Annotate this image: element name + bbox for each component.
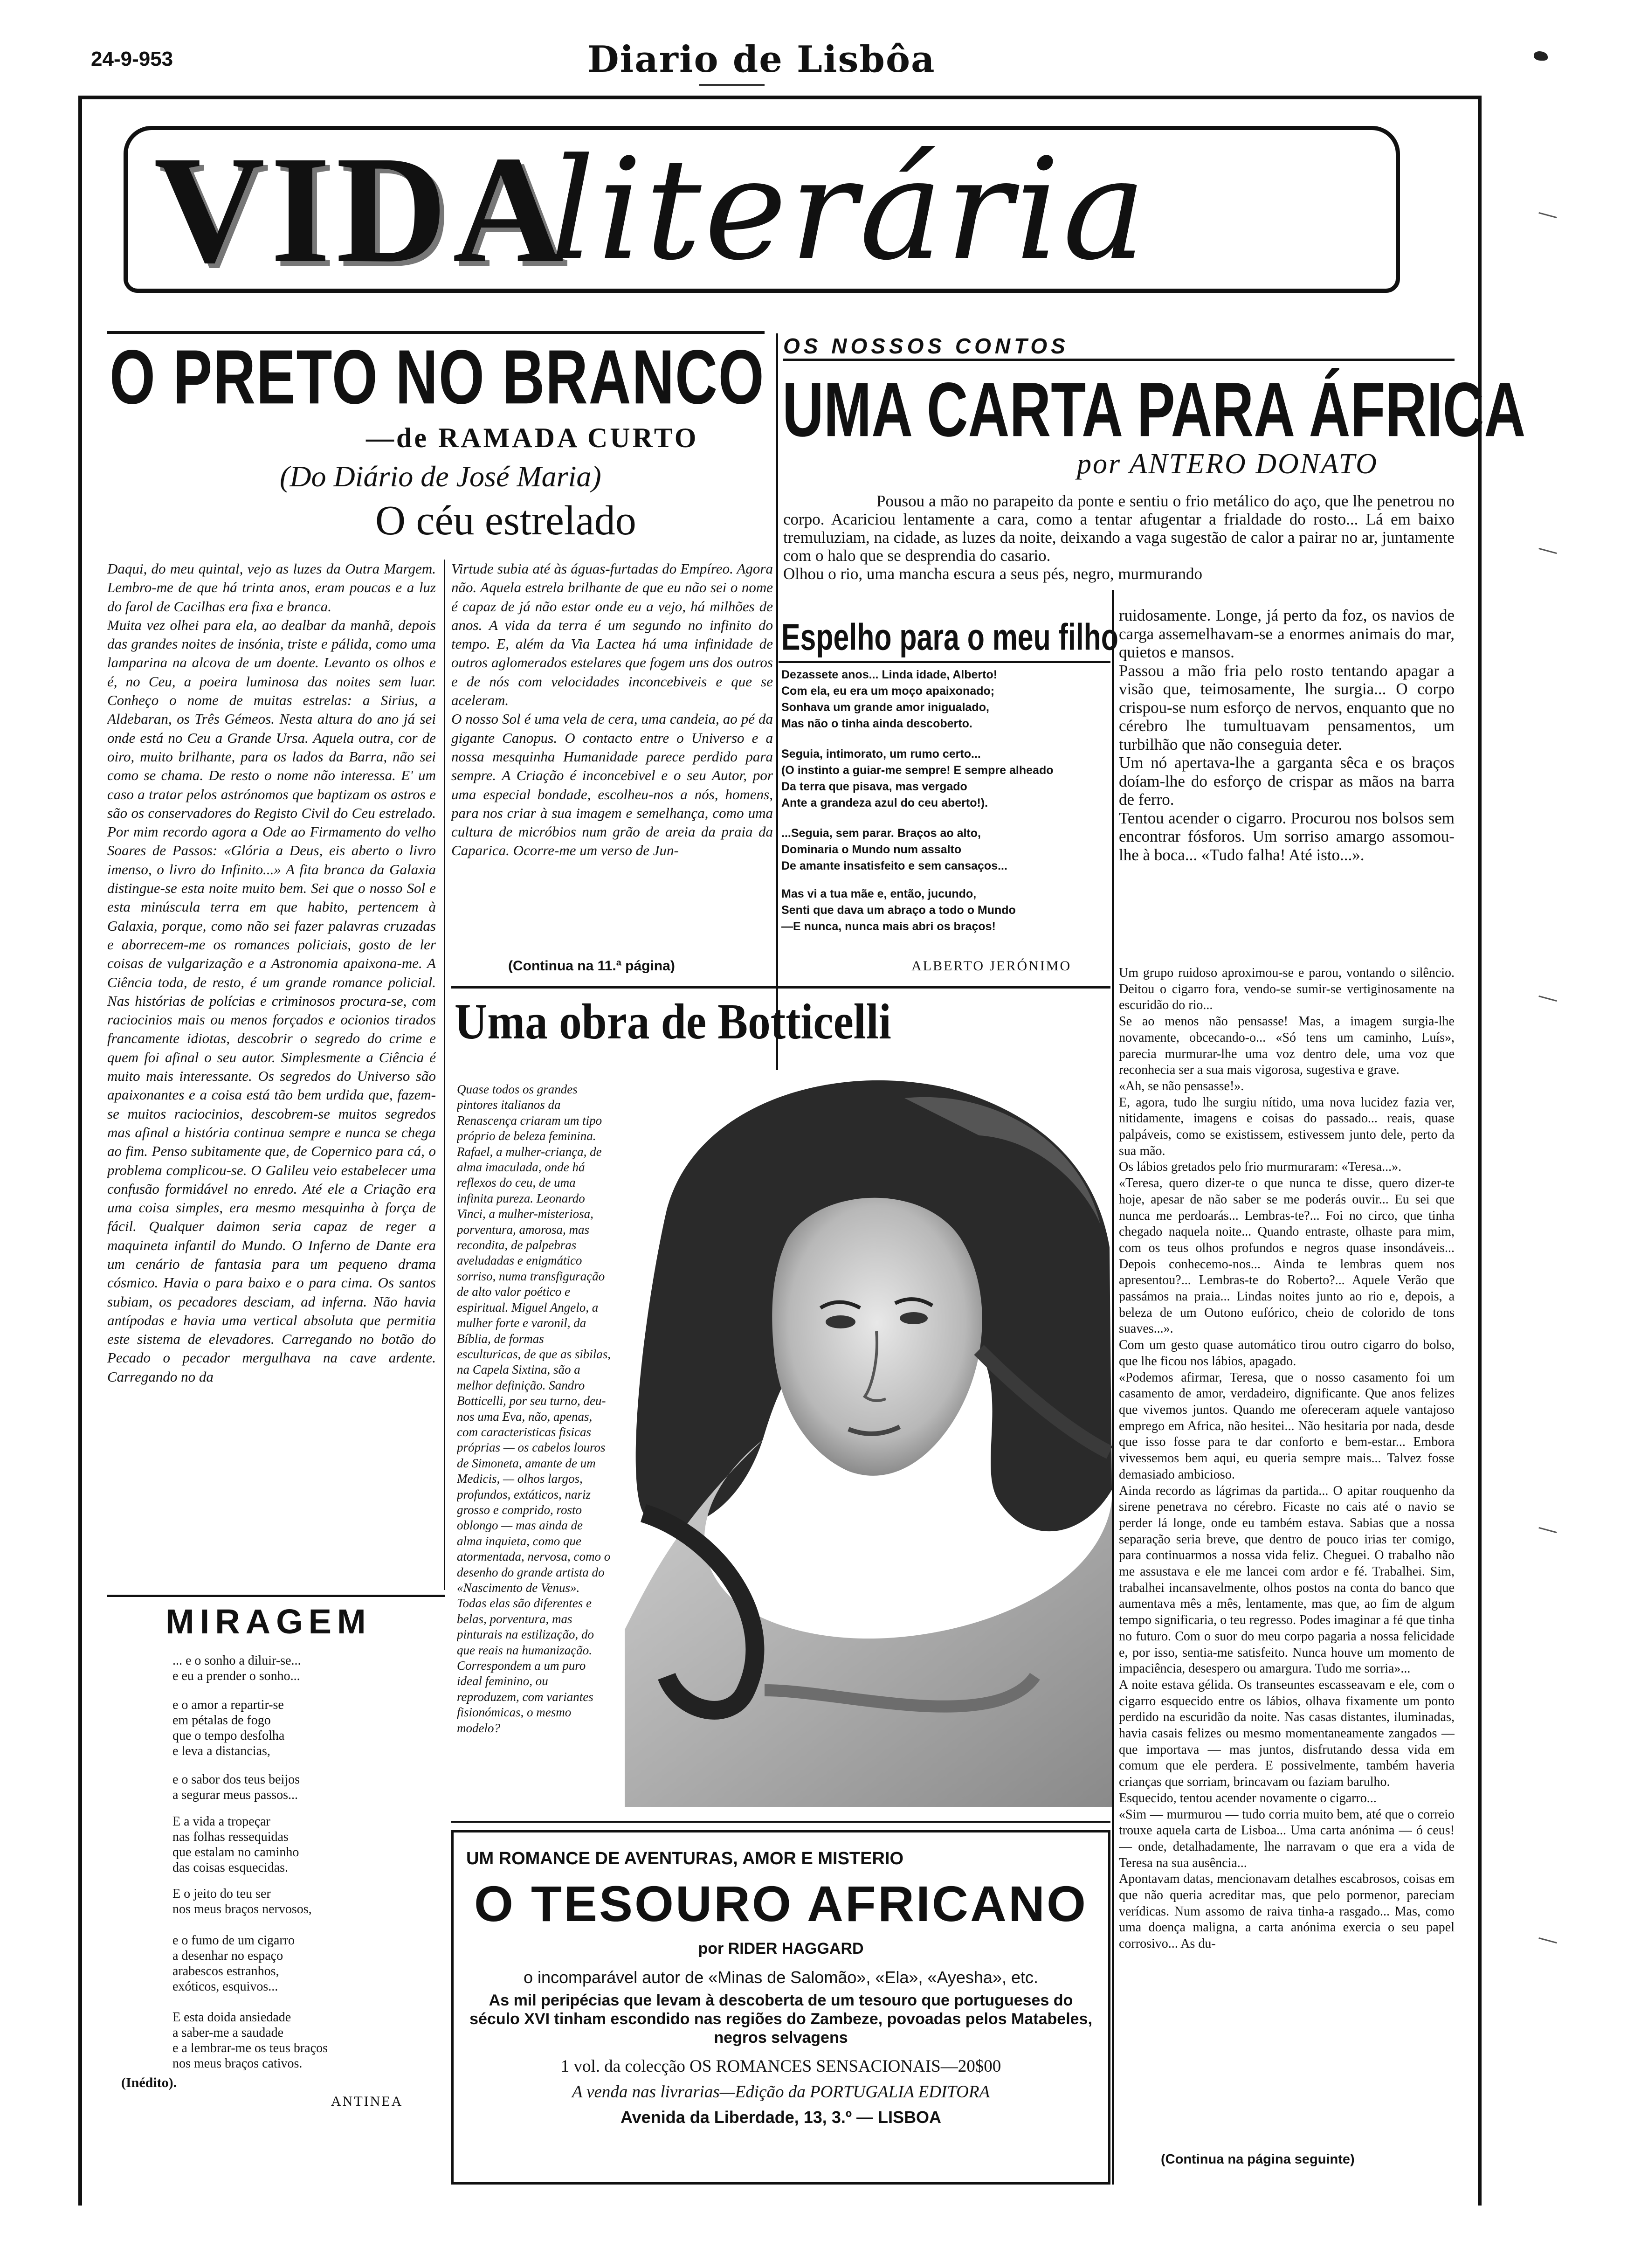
botticelli-title: Uma obra de Botticelli bbox=[455, 994, 891, 1050]
miragem-stanza-3: e o sabor dos teus beijos a segurar meus passos... bbox=[172, 1772, 300, 1802]
espelho-title: Espelho para o meu filho bbox=[781, 616, 1118, 658]
ad-line-5: 1 vol. da colecção OS ROMANCES SENSACIONAIS—20$00 bbox=[560, 2057, 1001, 2076]
miragem-note: (Inédito). bbox=[121, 2075, 177, 2090]
issue-date: 24-9-953 bbox=[91, 48, 173, 70]
preto-column-1: Daqui, do meu quintal, vejo as luzes da Outra Margem. Lembro-me de que há trinta anos, eram poucas e a luz do farol de Cacilhas era fixa e branca. Muita vez olhei para ela, ao dealbar da manhã, depois das grandes noites de insónia, triste e pálida, como uma lamparina na alcova de um doente. Levanto os olhos e é, no Ceu, a poeira luminosa das noites sem luar. Conheço o nome de muitas estrelas: a Sirius, a Aldebaran, os Três Gémeos. Nesta altura do ano já sei onde está no Ceu a Grande Ursa. Aquela outra, cor de oiro, muito brilhante, para os lados da Barra, não sei como se chama. De resto o nome não interessa. E' um caso a tratar pelos astrónomos que baptizam os astros e são os conservadores do Registo Civil do Ceu estrelado. Por mim recordo agora a Ode ao Firmamento do velho Soares de Passos: «Glória a Deus, eis aberto o livro imenso, o livro do Infinito...» A fita branca da Galaxia distingue-se esta noite muito bem. Sei que o nosso Sol e esta minúscula terra em que habito, pertencem à Galaxia, porque, como não sei fazer palavras cruzadas e aborrecem-me os romances policiais, gosto de ler coisas de vulgarização e a Astronomia apaixona-me. A Ciência toda, de resto, é um grande romance policial. Nas histórias de polícias e criminosos procura-se, com raciocinios mais ou menos forçados e ocionios tirados francamente idiotas, descobrir o segredo do crime e quem foi afinal o seu autor. Simplesmente a Ciência é muito mais interessante. Os segredos do Universo são apaixonantes e a coisa está tão bem urdida que, fazem-se muitos raciocinios, descobrem-se muitos segredos mas afinal a história continua sempre e nunca se chega ao fim. Penso subitamente que, de Copernico para cá, o problema complicou-se. O Galileu veio estabelecer uma confusão formidável no enredo. Até ele a Criação era uma coisa simples, era mesmo mesquinha à força de fácil. Qualquer daimon seria capaz de reger a maquineta infantil do Mundo. O Inferno de Dante era um cenário de fantasia para um pequeno drama cósmico. Havia o para baixo e o para cima. Os santos subiam, os pecadores desciam, ad inferna. Não havia antípodas e havia uma vertical absoluta que permitia este sistema de elevadores. Carregando no botão do Pecado o pecador mergulhava na cave ardente. Carregando no da bbox=[107, 560, 436, 1385]
ad-line-6: A venda nas livrarias—Edição da PORTUGALIA EDITORA bbox=[572, 2082, 990, 2102]
contos-byline: por ANTERO DONATO bbox=[1077, 448, 1378, 480]
espelho-stanza-3: ...Seguia, sem parar. Braços ao alto, Dominaria o Mundo num assalto De amante insatisfeito e sem cansaços... bbox=[781, 827, 1007, 872]
miragem-top-rule bbox=[107, 1595, 445, 1597]
miragem-stanza-6: e o fumo de um cigarro a desenhar no espaço arabescos estranhos, exóticos, esquivos... bbox=[172, 1933, 295, 1994]
margin-tick bbox=[1538, 212, 1557, 218]
miragem-stanza-7: E esta doida ansiedade a saber-me a saudade e a lembrar-me os teus braços nos meus braços cativos. bbox=[172, 2010, 328, 2071]
ad-line-1: UM ROMANCE DE AVENTURAS, AMOR E MISTERIO bbox=[466, 1849, 904, 1868]
margin-tick bbox=[1538, 996, 1557, 1002]
botticelli-bottom-rule bbox=[451, 1821, 1110, 1823]
preto-inner-divider bbox=[444, 560, 445, 1590]
preto-title: O PRETO NO BRANCO bbox=[110, 333, 765, 420]
miragem-stanza-2: e o amor a repartir-se em pétalas de fogo que o tempo desfolha e leva a distancias, bbox=[172, 1698, 285, 1758]
preto-byline: —de RAMADA CURTO bbox=[366, 422, 699, 453]
margin-tick bbox=[1538, 1527, 1557, 1533]
masthead: Diario de Lisbôa bbox=[587, 38, 936, 81]
ad-line-7: Avenida da Liberdade, 13, 3.º — LISBOA bbox=[621, 2108, 941, 2127]
espelho-rule bbox=[779, 661, 1110, 663]
preto-column-2: Virtude subia até às águas-furtadas do Empíreo. Agora não. Aquela estrela brilhante de que eu não sei o nome é capaz de já não estar onde eu a vejo, há milhões de anos. A vida da terra é um segundo no infinito do tempo. E, além da Via Lactea há uma infinidade de outros aglomerados estelares que fogem uns dos outros e de nós com velocidades inconcebiveis e que se aceleram. O nosso Sol é uma vela de cera, uma candeia, ao pé da gigante Canopus. O contacto entre o Universo e a nossa mesquinha Humanidade parece perdido para sempre. A Criação é inconcebivel e o seu Autor, por uma especial bondade, escolheu-nos a nós, homens, para nos criar à sua imagem e semelhança, como uma cultura de micróbios num grão de areia da praia da Caparica. Ocorre-me um verso de Jun- bbox=[451, 560, 773, 859]
miragem-stanza-4: E a vida a tropeçar nas folhas ressequidas que estalam no caminho das coisas esquecidas. bbox=[172, 1814, 299, 1875]
margin-tick bbox=[1538, 548, 1557, 554]
contos-title: UMA CARTA PARA ÁFRICA bbox=[782, 366, 1526, 453]
ad-line-4: As mil peripécias que levam à descoberta de um tesouro que portugueses do século XVI tinham escondido nas regiões do Zambeze, povoadas pelos Matabeles, negros selvagens bbox=[469, 1991, 1092, 2047]
venus-painting bbox=[625, 1070, 1112, 1807]
miragem-stanza-5: E o jeito do teu ser nos meus braços nervosos, bbox=[172, 1887, 312, 1916]
banner-vida: VIDA bbox=[154, 124, 570, 295]
contos-continua: (Continua na página seguinte) bbox=[1161, 2152, 1355, 2167]
masthead-ornament bbox=[699, 84, 765, 86]
contos-column: ruidosamente. Longe, já perto da foz, os navios de carga assemelhavam-se a enormes animais do mar, quietos e mansos. Passou a mão fria pelo rosto tentando apagar a visão que, teimosamente, lhe surgia... O corpo crispou-se num esforço de nervos, enquanto que no cérebro lhe tumultuavam pensamentos, um turbilhão que não conseguia deter. Um nó apertava-lhe a garganta sêca e os braços doíam-lhe do esforço de crispar as mãos na barra de ferro. Tentou acender o cigarro. Procurou nos bolsos sem encontrar fósforos. Um sorriso amargo assomou-lhe à boca... «Tudo falha! Até isto...». bbox=[1119, 606, 1455, 864]
margin-tick bbox=[1538, 1937, 1557, 1943]
botticelli-top-rule bbox=[451, 986, 1110, 989]
miragem-title: MIRAGEM bbox=[165, 1602, 372, 1641]
ad-line-3: o incomparável autor de «Minas de Salomão», «Ela», «Ayesha», etc. bbox=[523, 1968, 1038, 1987]
contos-kicker: OS NOSSOS CONTOS bbox=[783, 333, 1455, 361]
page-border-top bbox=[78, 96, 1482, 99]
espelho-author: ALBERTO JERÓNIMO bbox=[911, 958, 1072, 974]
preto-subtitle: O céu estrelado bbox=[375, 498, 636, 544]
miragem-author: ANTINEA bbox=[331, 2094, 403, 2109]
espelho-stanza-2: Seguia, intimorato, um rumo certo... (O instinto a guiar-me sempre! E sempre alheado Da terra que pisava, mas vergado Ante a grandeza azul do ceu aberto!). bbox=[781, 747, 1054, 809]
ad-title: O TESOURO AFRICANO bbox=[474, 1875, 1088, 1932]
contos-intro: Pousou a mão no parapeito da ponte e sentiu o frio metálico do aço, que lhe penetrou no corpo. Acariciou lentamente a cara, como a tentar afugentar a frialdade do rosto... Lá em baixo tremuluziam, na cidade, as luzes da noite, deixando a vaga sugestão de calor a pairar no ar, juntamente com o halo que se desprendia do casario. Olhou o rio, uma mancha escura a seus pés, negro, murmurando bbox=[783, 492, 1455, 583]
preto-source: (Do Diário de José Maria) bbox=[280, 460, 601, 493]
espelho-stanza-1: Dezassete anos... Linda idade, Alberto! Com ela, eu era um moço apaixonado; Sonhava um grande amor inigualado, Mas não o tinha ainda descoberto. bbox=[781, 668, 998, 730]
ad-author: por RIDER HAGGARD bbox=[698, 1940, 864, 1957]
margin-mark bbox=[1534, 51, 1548, 61]
contos-column-small: Um grupo ruidoso aproximou-se e parou, vontando o silêncio. Deitou o cigarro fora, vendo-se sumir-se vertiginosamente na escuridão do rio... Se ao menos não pensasse! Mas, a imagem surgia-lhe novamente, obcecando-o... «Só tens um caminho, Luís», parecia murmurar-lhe uma voz dentro dele, uma voz que reconhecia ser a sua mais vigorosa, sugestiva e grave. «Ah, se não pensasse!». E, agora, tudo lhe surgiu nítido, uma nova lucidez fazia ver, nitidamente, imagens e coisas do passado... reais, quase palpáveis, como se existissem, estivessem junto dele, perto da sua mão. Os lábios gretados pelo frio murmuraram: «Teresa...». «Teresa, quero dizer-te o que nunca te disse, quero dizer-te hoje, apesar de não saber se me poderás ouvir... Eu sei que nunca me perdoarás... Lembras-te?... Foi no circo, que tinha chegado naquela noite... Quando entraste, olhaste para mim, com os teus olhos profundos e negros quase insondáveis... Depois conhecemo-nos... Ainda te lembras quem nos apresentou?... Lembras-te do Roberto?... Aquele Verão que passámos na praia... Lindas noites junto ao rio e, depois, a beleza de um Outono eufórico, cheio de colorido de tons suaves...». Com um gesto quase automático tirou outro cigarro do bolso, que lhe ficou nos lábios, apagado. «Podemos afirmar, Teresa, que o nosso casamento foi um casamento de amor, verdadeiro, dignificante. Que anos felizes que vivemos juntos. Quando me ofereceram aquele vantajoso emprego em Africa, não hesitei... Não hesitaria por nada, desde que isso fosse para te dar conforto e bem-estar... Embora vivessemos bem aqui, eu queria sempre mais... Talvez fosse demasiado ambicioso. Ainda recordo as lágrimas da partida... O apitar rouquenho da sirene penetrava no cérebro. Ficaste no cais até o navio se perder lá longe, onde eu também estava. Sabias que a nossa separação seria breve, que dentro de pouco irias ter comigo, para continuarmos a nossa vida feliz. Cheguei. O trabalho não me assustava e ele me lancei com ardor e fé. Trabalhei. Sim, trabalhei incansavelmente, olhos postos na conta do banco que aumentava mês a mês, lentamente, mas que, ao fim de algum tempo significaria, o teu regresso. Podes imaginar a fé que tinha no futuro. Com o suor do meu corpo pagaria a nossa felicidade e, por isso, sentia-me satisfeito. Nunca houve um momento de impaciência, desespero ou amargura. Tudo me sorria»... A noite estava gélida. Os transeuntes escasseavam e ele, com o cigarro esquecido entre os lábios, olhava fixamente um ponto perdido na escuridão da noite. Nas casas distantes, iluminadas, havia casais felizes ou mesmo momentaneamente zangados — que importava — mas juntos, disfrutando dessa vida em comum que ele perdera. E possivelmente, também haveria crianças que sorriam, brincavam ou faziam barulho. Esquecido, tentou acender novamente o cigarro... «Sim — murmurou — tudo corria muito bem, até que o correio trouxe aquela carta de Lisboa... Uma carta anónima — ó ceus! — onde, detalhadamente, lhe narravam o que era a vida de Teresa na sua ausência... Apontavam datas, mencionavam detalhes escabrosos, coisas em que não queria acreditar mas, que pelo pormenor, pareciam verídicas. Num assomo de raiva tinha-a rasgado... Mas, como uma doença maligna, a carta anónima exercia o seu papel corrosivo... As du- bbox=[1119, 966, 1455, 1951]
preto-continua: (Continua na 11.ª página) bbox=[508, 958, 675, 974]
miragem-stanza-1: ... e o sonho a diluir-se... e eu a prender o sonho... bbox=[172, 1653, 301, 1683]
column-divider-right bbox=[1112, 590, 1114, 2185]
page-border-left bbox=[78, 96, 82, 2206]
column-divider-main bbox=[776, 333, 778, 1096]
espelho-stanza-4: Mas vi a tua mãe e, então, jucundo, Senti que dava um abraço a todo o Mundo —E nunca, nunca mais abri os braços! bbox=[781, 887, 1016, 933]
botticelli-text: Quase todos os grandes pintores italianos da Renascença criaram um tipo próprio de beleza feminina. Rafael, a mulher-criança, de alma imaculada, onde há reflexos do ceu, de uma infinita pureza. Leonardo Vinci, a mulher-misteriosa, porventura, amorosa, mas recondita, de palpebras aveludadas e enigmático sorriso, numa transfiguração de alto valor poético e espiritual. Miguel Angelo, a mulher forte e varonil, da Bíblia, de formas esculturicas, de que as sibilas, na Capela Sixtina, são a melhor definição. Sandro Botticelli, por seu turno, deu-nos uma Eva, não, apenas, com caracteristicas fisicas próprias — os cabelos louros de Simoneta, amante de um Medicis, — olhos largos, profundos, extáticos, nariz grosso e comprido, rosto oblongo — mas ainda de alma inquieta, como que atormentada, nervosa, como o desenho do grande artista do «Nascimento de Venus». Todas elas são diferentes e belas, porventura, mas pinturais na estilização, do que reais na humanização. Correspondem a um puro ideal feminino, ou reproduzem, com variantes fisionómicas, o mesmo modelo? bbox=[457, 1082, 611, 1735]
banner-literaria: literária bbox=[550, 128, 1149, 291]
